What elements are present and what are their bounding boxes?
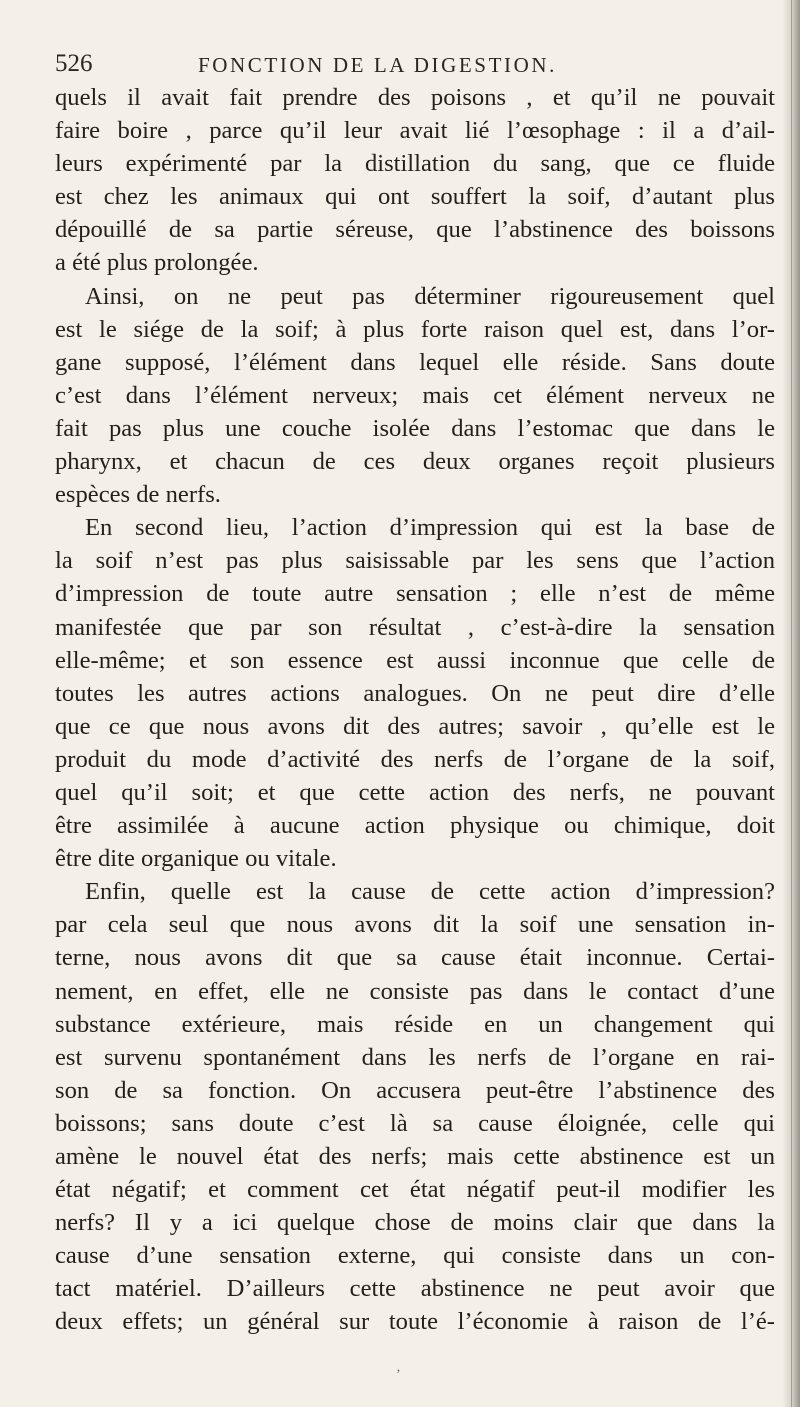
text-line: substance extérieure, mais réside en un changement qui xyxy=(55,1010,775,1038)
text-line: que ce que nous avons dit des autres; savoir , qu’elle est le xyxy=(55,712,775,740)
text-line: Ainsi, on ne peut pas déterminer rigoureusement quel xyxy=(85,282,775,310)
text-line: toutes les autres actions analogues. On ne peut dire d’elle xyxy=(55,679,775,707)
text-line: nerfs? Il y a ici quelque chose de moins clair que dans la xyxy=(55,1209,775,1237)
text-line: a été plus prolongée. xyxy=(55,249,259,277)
text-line: gane supposé, l’élément dans lequel elle réside. Sans doute xyxy=(55,348,775,376)
text-line: espèces de nerfs. xyxy=(55,481,221,509)
text-line: est survenu spontanément dans les nerfs de l’organe en rai- xyxy=(55,1043,775,1071)
running-head: FONCTION DE LA DIGESTION. xyxy=(198,53,557,77)
body-text xyxy=(55,81,775,1339)
text-line: c’est dans l’élément nerveux; mais cet élément nerveux ne xyxy=(55,381,775,409)
text-line: amène le nouvel état des nerfs; mais cette abstinence est un xyxy=(55,1143,775,1170)
text-line: terne, nous avons dit que sa cause était inconnue. Certai- xyxy=(55,944,775,972)
text-line: manifestée que par son résultat , c’est-à-dire la sensation xyxy=(55,613,775,641)
text-line: fait pas plus une couche isolée dans l’estomac que dans le xyxy=(55,414,775,442)
text-line: cause d’une sensation externe, qui consiste dans un con- xyxy=(55,1242,775,1270)
page-edge-shadow xyxy=(782,0,800,1407)
text-line: nement, en effet, elle ne consiste pas dans le contact d’une xyxy=(55,977,775,1005)
text-line: état négatif; et comment cet état négatif peut-il modifier les xyxy=(55,1176,775,1204)
text-line: pharynx, et chacun de ces deux organes reçoit plusieurs xyxy=(55,448,775,476)
page-number: 526 xyxy=(55,50,93,77)
text-line: par cela seul que nous avons dit la soif une sensation in- xyxy=(55,911,775,939)
text-line: quels il avait fait prendre des poisons , et qu’il ne pouvait xyxy=(55,84,775,111)
page-header xyxy=(0,42,800,82)
text-line: deux effets; un général sur toute l’économie à raison de l’é- xyxy=(55,1308,775,1336)
text-line: faire boire , parce qu’il leur avait lié l’œsophage : il a d’ail- xyxy=(55,117,775,145)
text-line: produit du mode d’activité des nerfs de l’organe de la soif, xyxy=(55,745,775,773)
text-line: est le siége de la soif; à plus forte raison quel est, dans l’or- xyxy=(55,315,775,343)
text-line: d’impression de toute autre sensation ; elle n’est de même xyxy=(55,580,775,608)
text-line: son de sa fonction. On accusera peut-être l’abstinence des xyxy=(55,1076,775,1104)
text-line: être dite organique ou vitale. xyxy=(55,845,337,873)
text-line: quel qu’il soit; et que cette action des nerfs, ne pouvant xyxy=(55,778,775,806)
text-line: elle-même; et son essence est aussi inconnue que celle de xyxy=(55,646,775,674)
text-line: leurs expérimenté par la distillation du sang, que ce fluide xyxy=(55,150,775,178)
footer-mark: ‚ xyxy=(396,1360,401,1375)
text-line: tact matériel. D’ailleurs cette abstinence ne peut avoir que xyxy=(55,1275,775,1303)
text-line: être assimilée à aucune action physique ou chimique, doit xyxy=(55,812,775,840)
text-line: la soif n’est pas plus saisissable par les sens que l’action xyxy=(55,547,775,575)
text-line: Enfin, quelle est la cause de cette action d’impression? xyxy=(85,878,775,906)
text-line: est chez les animaux qui ont souffert la soif, d’autant plus xyxy=(55,183,775,211)
text-line: boissons; sans doute c’est là sa cause éloignée, celle qui xyxy=(55,1109,775,1137)
text-line: En second lieu, l’action d’impression qui est la base de xyxy=(85,514,775,542)
text-line: dépouillé de sa partie séreuse, que l’abstinence des boissons xyxy=(55,216,775,244)
